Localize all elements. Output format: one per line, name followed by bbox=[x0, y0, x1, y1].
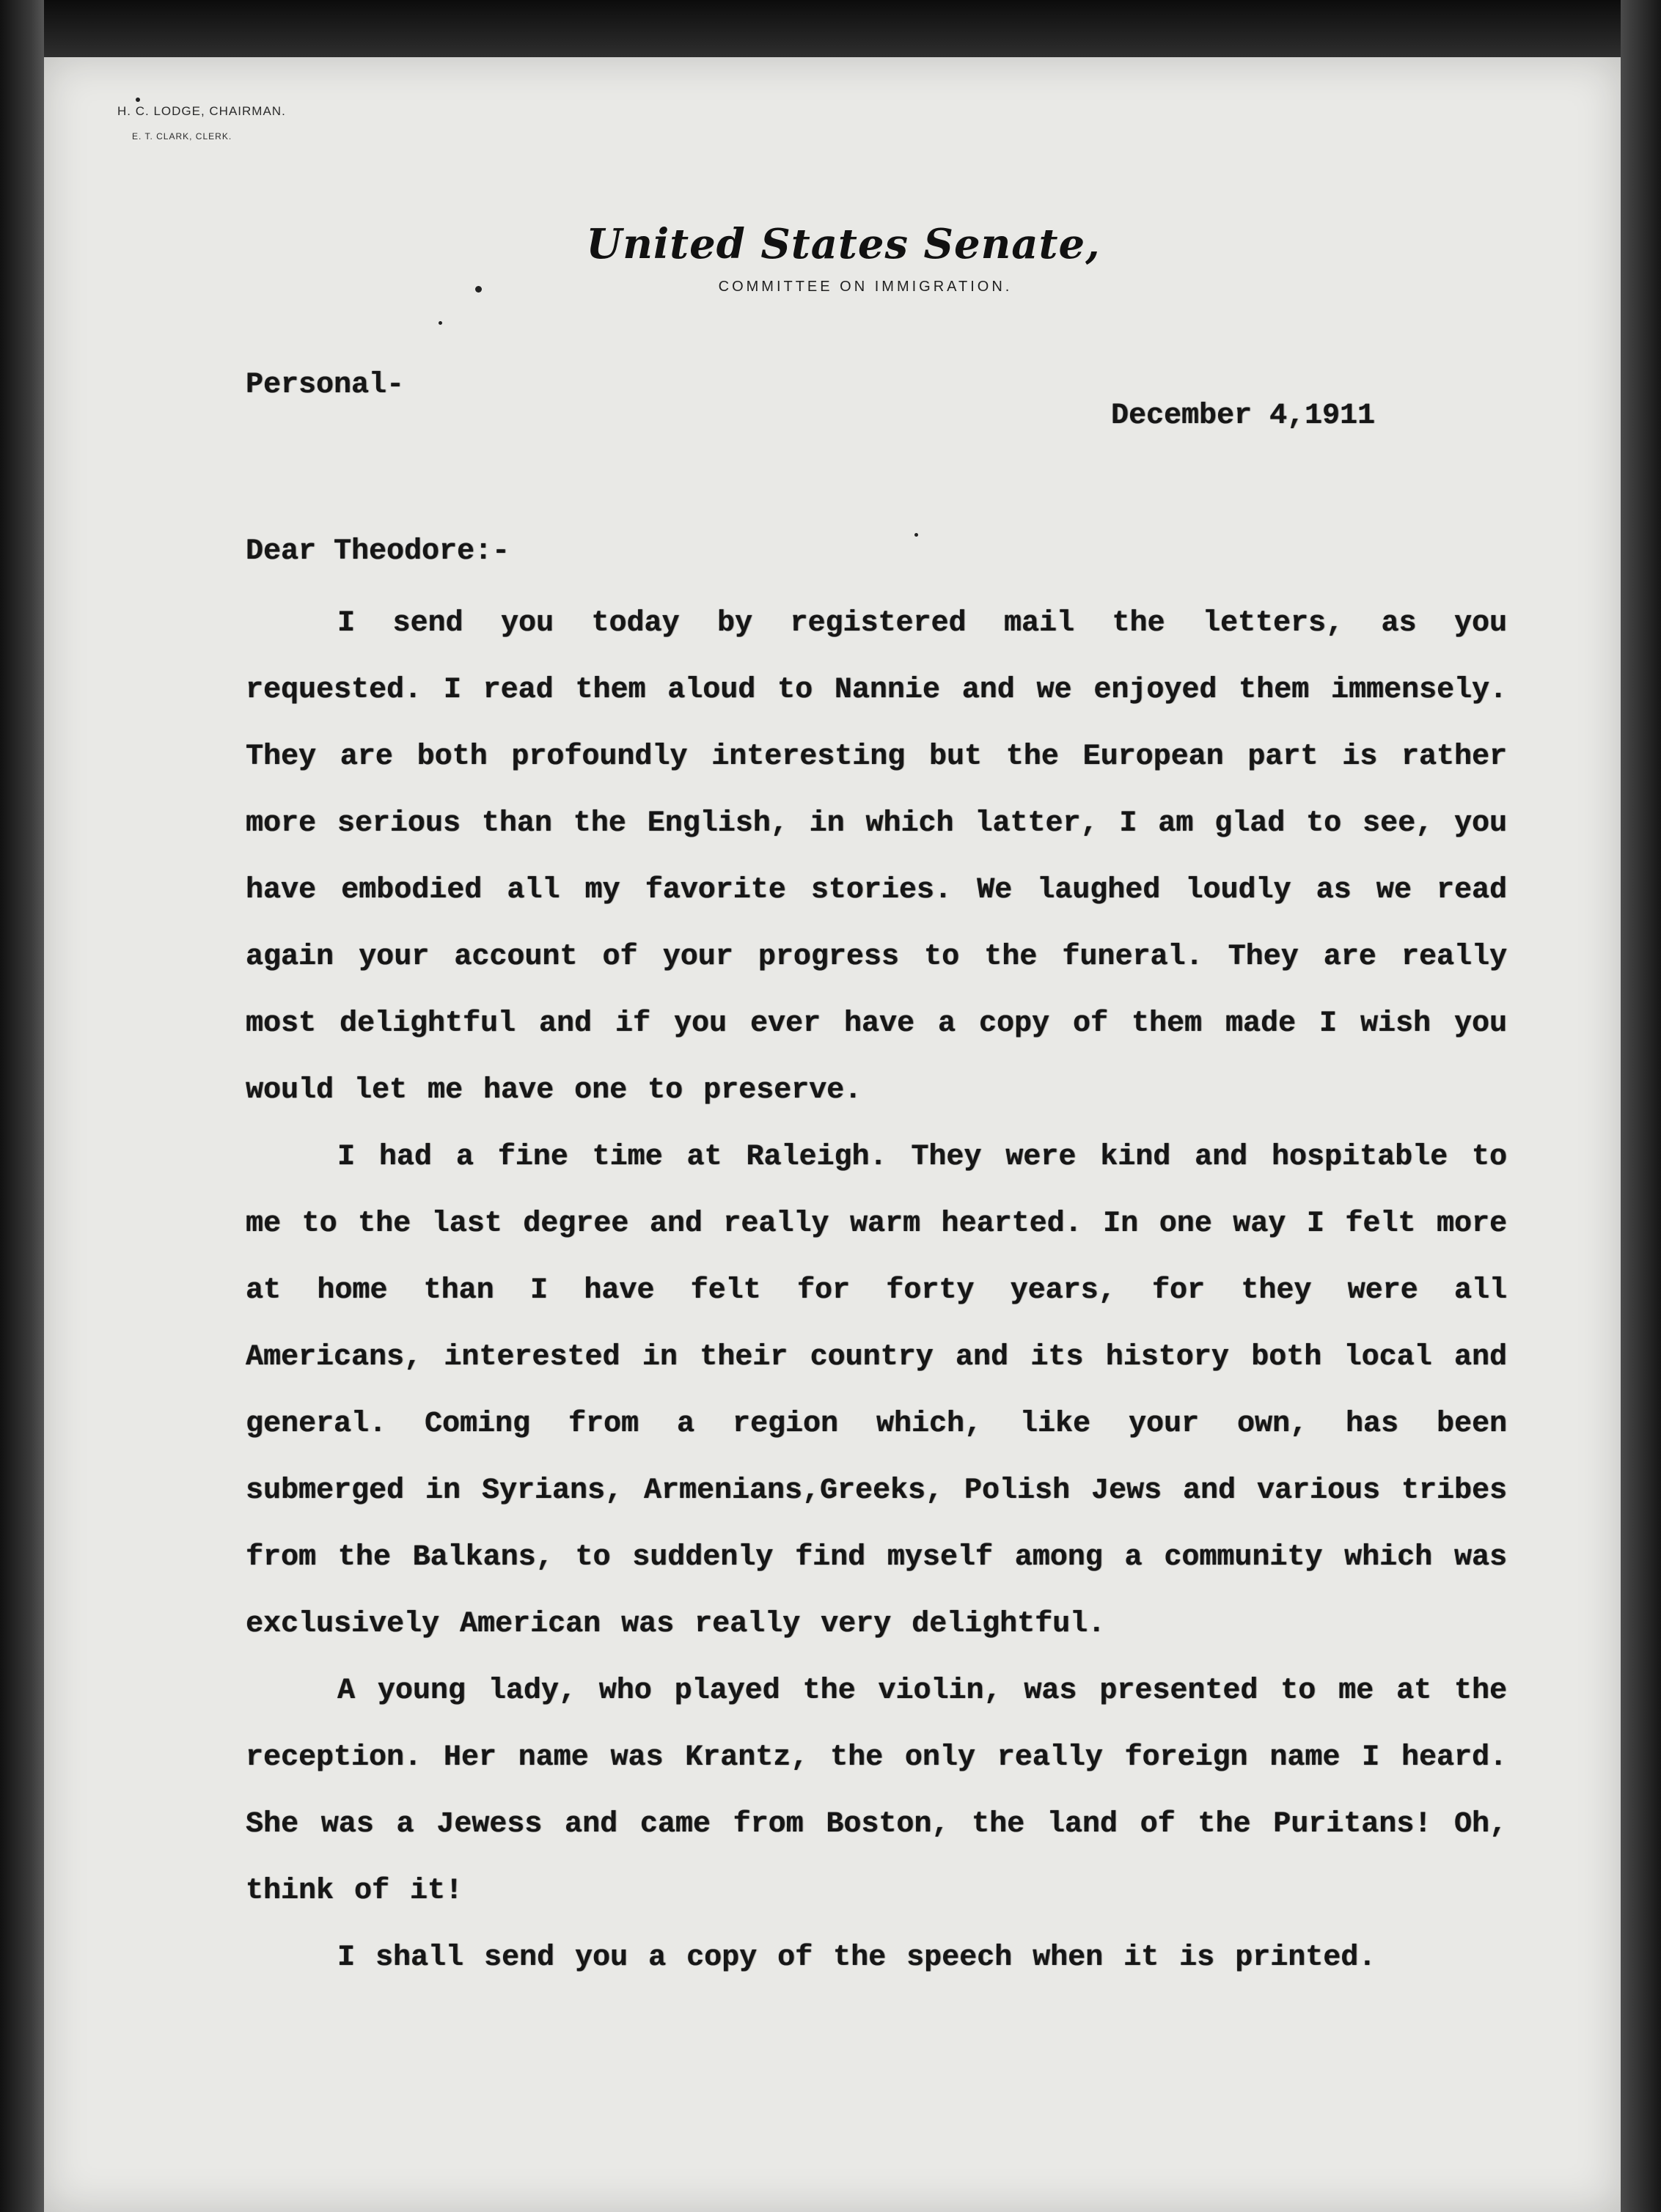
paragraph-4: I shall send you a copy of the speech when it is printed. bbox=[337, 1941, 1376, 1974]
paper-speck bbox=[136, 98, 140, 102]
committee-name: COMMITTEE ON IMMIGRATION. bbox=[718, 279, 1013, 295]
paper-speck bbox=[914, 533, 918, 537]
photo-border-right bbox=[1621, 0, 1661, 2212]
letterhead bbox=[513, 220, 1173, 295]
photo-border-top bbox=[0, 0, 1661, 57]
chairman-line: H. C. LODGE, CHAIRMAN. bbox=[117, 104, 286, 118]
committee-officers bbox=[117, 99, 286, 149]
paper-speck bbox=[439, 321, 442, 325]
letterhead-title: United States Senate, bbox=[586, 220, 1101, 268]
salutation: Dear Theodore:- bbox=[246, 535, 510, 568]
letter-body bbox=[246, 590, 1507, 1991]
paper-speck bbox=[475, 286, 482, 293]
paragraph-2: I had a fine time at Raleigh. They were kind and hospitable to me to the last degree and really warm hearted. In one way I felt more at home than I have felt for forty years, for they were all Americans, interested in their country and its history both local and general. Coming from a region which, like your own, has been submerged in Syrians, Armenians,Greeks, Polish Jews and various tribes from the Balkans, to suddenly find myself among a community which was exclusively American was really very delightful. bbox=[246, 1141, 1507, 1641]
letter-date: December 4,1911 bbox=[1111, 400, 1376, 433]
personal-marking: Personal- bbox=[246, 369, 405, 402]
paragraph-3: A young lady, who played the violin, was presented to me at the reception. Her name was Krantz, the only really foreign name I heard. She was a Jewess and came from Boston, the land of the Puritans! Oh, think of it! bbox=[246, 1675, 1507, 1908]
clerk-line: E. T. CLARK, CLERK. bbox=[132, 131, 232, 142]
paragraph-1: I send you today by registered mail the letters, as you requested. I read them aloud to Nannie and we enjoyed them immensely. They are both profoundly interesting but the European part is rather more serious than the English, in which latter, I am glad to see, you have embodied all my favorite stories. We laughed loudly as we read again your account of your progress to the funeral. They are really most delightful and if you ever have a copy of them made I wish you would let me have one to preserve. bbox=[246, 607, 1507, 1107]
photo-border-left bbox=[0, 0, 44, 2212]
